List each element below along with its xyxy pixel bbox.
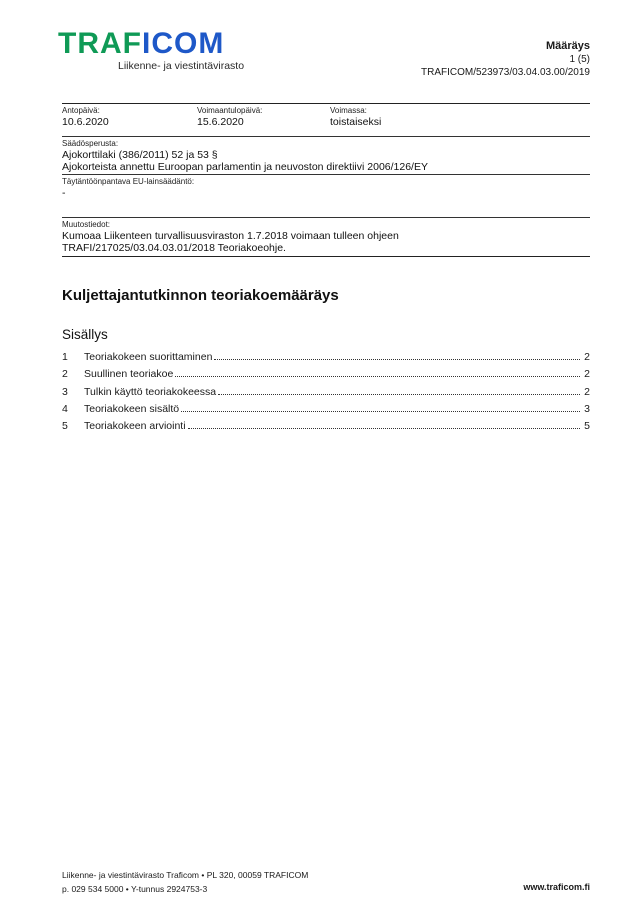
validity-label: Voimassa:: [330, 106, 367, 115]
changes-label: Muutostiedot:: [62, 220, 111, 229]
toc-item[interactable]: [62, 368, 590, 385]
logo-letter: M: [198, 27, 225, 60]
header-info: [421, 40, 590, 79]
basis-line-1: Ajokorttilaki (386/2011) 52 ja 53 §: [62, 149, 218, 161]
toc-number: 4: [62, 402, 68, 415]
toc-leader: [214, 358, 580, 360]
validity-value: toistaiseksi: [330, 116, 382, 128]
toc-text: Suullinen teoriakoe: [84, 368, 174, 381]
logo-letter: O: [174, 27, 199, 60]
toc-number: 3: [62, 385, 68, 398]
metadata-block: [62, 103, 590, 257]
document-title: Kuljettajantutkinnon teoriakoemääräys: [62, 287, 339, 304]
basis-line-2: Ajokorteista annettu Euroopan parlamentin ja neuvoston direktiivi 2006/126/EY: [62, 161, 428, 173]
eu-legislation: [62, 175, 590, 217]
toc-number: 5: [62, 420, 68, 433]
toc-item[interactable]: [62, 403, 590, 420]
change-info: [62, 218, 590, 256]
eu-value: -: [62, 187, 66, 199]
logo-letter: C: [151, 27, 175, 60]
toc-page: 3: [584, 402, 590, 415]
toc-leader: [218, 393, 580, 395]
effective-date: 15.6.2020: [197, 116, 244, 128]
toc-item[interactable]: [62, 386, 590, 403]
logo-wordmark: [58, 28, 258, 60]
document-type: Määräys: [545, 40, 590, 52]
dates-row: [62, 104, 590, 136]
changes-line-1: Kumoaa Liikenteen turvallisuusviraston 1.7.2018 voimaan tulleen ohjeen: [62, 230, 399, 242]
toc-item[interactable]: [62, 351, 590, 368]
footer-address: [62, 868, 308, 896]
basis-label: Säädösperusta:: [62, 139, 119, 148]
divider: [62, 256, 590, 257]
logo-letter: F: [122, 27, 142, 60]
toc-item[interactable]: [62, 420, 590, 437]
page-number: 1 (5): [569, 54, 590, 65]
toc-heading: Sisällys: [62, 327, 108, 342]
toc-text: Teoriakokeen suorittaminen: [84, 351, 213, 363]
toc-page: 2: [584, 385, 590, 398]
logo-letter: I: [142, 27, 152, 60]
logo-letter: R: [77, 27, 100, 60]
changes-line-2: TRAFI/217025/03.04.03.01/2018 Teoriakoeohje.: [62, 242, 286, 254]
toc-page: 2: [584, 368, 590, 381]
toc-leader: [188, 427, 580, 429]
toc-text: Teoriakokeen sisältö: [84, 402, 180, 415]
eu-label: Täytäntöönpantava EU-lainsäädäntö:: [62, 177, 195, 186]
issued-label: Antopäivä:: [62, 106, 100, 115]
toc-page: 5: [584, 420, 590, 433]
toc-number: 2: [62, 368, 68, 381]
logo-letter: A: [100, 27, 123, 60]
footer-website-link[interactable]: www.traficom.fi: [523, 882, 590, 892]
logo-subtitle: Liikenne- ja viestintävirasto: [118, 60, 245, 72]
logo-letter: T: [58, 27, 78, 60]
toc-leader: [181, 410, 580, 412]
table-of-contents: [62, 351, 590, 437]
toc-number: 1: [62, 351, 68, 363]
toc-text: Tulkin käyttö teoriakokeessa: [84, 385, 217, 398]
legal-basis: [62, 137, 590, 174]
issued-date: 10.6.2020: [62, 116, 109, 128]
footer-line-2: p. 029 534 5000 • Y-tunnus 2924753-3: [62, 884, 208, 894]
toc-leader: [175, 375, 580, 377]
reference-number: TRAFICOM/523973/03.04.03.00/2019: [421, 67, 590, 78]
traficom-logo: [58, 28, 258, 76]
footer-line-1: Liikenne- ja viestintävirasto Traficom • PL 320, 00059 TRAFICOM: [62, 870, 309, 880]
toc-text: Teoriakokeen arviointi: [84, 420, 186, 433]
effective-label: Voimaantulopäivä:: [197, 106, 263, 115]
toc-page: 2: [584, 351, 590, 363]
